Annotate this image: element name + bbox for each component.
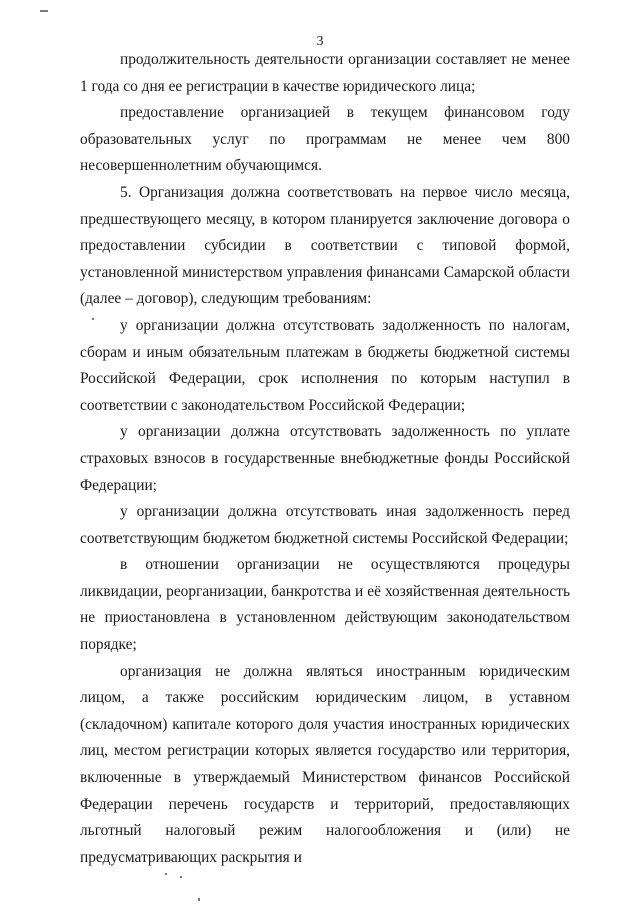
page-number: 3 [316,34,324,49]
paragraph: у организации должна отсутствовать иная задолженность перед соответствующим бюджетом бюджетной системы Российской Федерации; [80,503,570,547]
paragraph: организация не должна являться иностранным юридическим лицом, а также российским юридическим лицом, в уставном (складочном) капитале которого доля участия иностранных юридических лиц, местом регистрации которых является государство или территория, включенные в утверждаемый Министерством финансов Российской Федерации перечень государств и территорий, предоставляющих льготный налоговый режим налогообложения и (или) не предусматривающих раскрытия и [80,662,570,866]
paragraph: у организации должна отсутствовать задолженность по налогам, сборам и иным обязательным платежам в бюджеты бюджетной системы Российской Федерации, срок исполнения по которым наступил в соответствии с законодательством Российской Федерации; [80,316,570,414]
paragraph: в отношении организации не осуществляются процедуры ликвидации, реорганизации, банкротства и её хозяйственная деятельность не приостановлена в установленном действующим законодательством порядке; [80,556,570,654]
scan-artifact [198,898,200,901]
scan-artifact [40,10,48,12]
scan-artifact [92,318,94,320]
paragraph: предоставление организацией в текущем финансовом году образовательных услуг по программам не менее чем 800 несовершеннолетним обучающимся. [80,104,570,175]
paragraph: 5. Организация должна соответствовать на первое число месяца, предшествующего месяцу, в котором планируется заключение договора о предоставлении субсидии в соответствии с типовой формой, установленной министерством управления финансами Самарской области (далее – договор), следующим требованиям: [80,183,570,308]
paragraph: у организации должна отсутствовать задолженность по уплате страховых взносов в государственные внебюджетные фонды Российской Федерации; [80,423,570,494]
scan-artifact [165,873,167,875]
scan-artifact [180,876,182,878]
paragraph: продолжительность деятельности организации составляет не менее 1 года со дня ее регистрации в качестве юридического лица; [80,51,570,95]
document-body [80,47,570,871]
